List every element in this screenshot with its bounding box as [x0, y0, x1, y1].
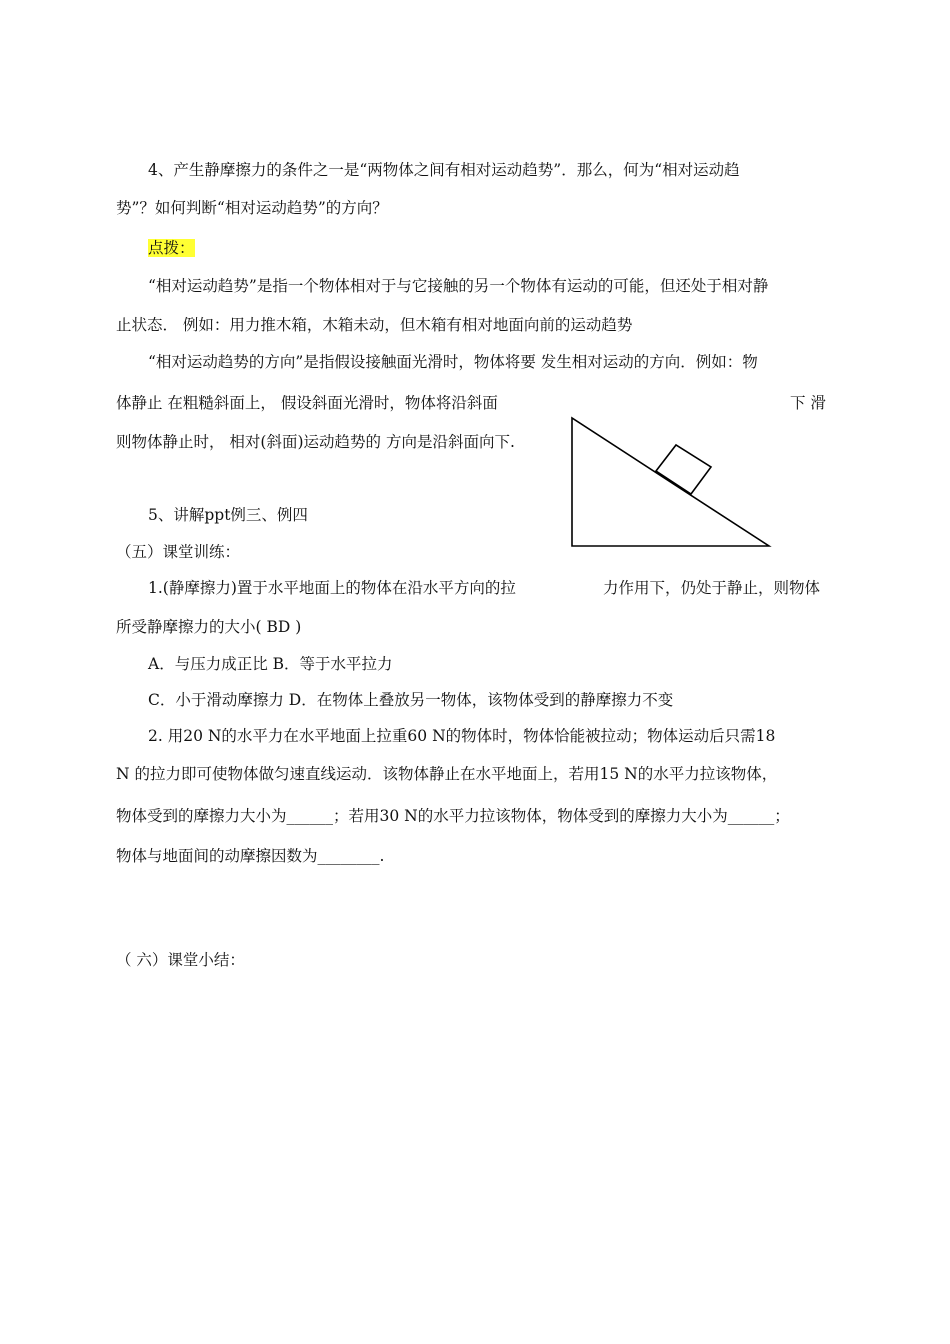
- hint-label: [148, 238, 195, 258]
- item-5: 5、讲解ppt例三、例四: [148, 506, 308, 524]
- ex2-line-1: 2. 用20 N的水平力在水平地面上拉重60 N的物体时，物体恰能被拉动；物体运动后只需18: [148, 727, 776, 745]
- hint-label-highlight: 点拨：: [148, 239, 195, 257]
- hint-p1-line-2: 止状态． 例如：用力推木箱，木箱未动，但木箱有相对地面向前的运动趋势: [116, 316, 633, 334]
- hint-p2-line-2-right: 下 滑: [790, 394, 826, 412]
- section-5-title: （五）课堂训练：: [116, 543, 241, 561]
- q4-line-2: 势”？如何判断“相对运动趋势”的方向？: [116, 199, 388, 217]
- ex2-line-2: N 的拉力即可使物体做匀速直线运动．该物体静止在水平地面上，若用15 N的水平力拉该物体，: [116, 765, 778, 783]
- incline-triangle: [572, 418, 769, 546]
- hint-p2-line-3: 则物体静止时， 相对(斜面)运动趋势的 方向是沿斜面向下.: [116, 433, 515, 451]
- hint-p2-line-2-left: 体静止 在粗糙斜面上， 假设斜面光滑时，物体将沿斜面: [116, 394, 498, 412]
- incline-diagram: [566, 410, 776, 552]
- ex2-line-3: 物体受到的摩擦力大小为______；若用30 N的水平力拉该物体，物体受到的摩擦力大小为______；: [116, 807, 790, 825]
- ex1-line-1-left: 1.(静摩擦力)置于水平地面上的物体在沿水平方向的拉: [148, 579, 516, 597]
- hint-p2-line-1: “相对运动趋势的方向”是指假设接触面光滑时，物体将要 发生相对运动的方向．例如：物: [148, 353, 758, 371]
- ex1-options-c-d: C．小于滑动摩擦力 D．在物体上叠放另一物体，该物体受到的静摩擦力不变: [148, 691, 674, 709]
- ex1-line-1-right: 力作用下，仍处于静止，则物体: [603, 579, 821, 597]
- ex2-line-4: 物体与地面间的动摩擦因数为________.: [116, 847, 385, 865]
- section-6-title: （ 六）课堂小结：: [116, 951, 245, 969]
- block-on-incline: [656, 445, 711, 494]
- ex1-options-a-b: A．与压力成正比 B．等于水平拉力: [148, 655, 393, 673]
- hint-p1-line-1: “相对运动趋势”是指一个物体相对于与它接触的另一个物体有运动的可能，但还处于相对静: [148, 277, 769, 295]
- ex1-line-2: 所受静摩擦力的大小( BD ): [116, 618, 302, 636]
- q4-line-1: 4、产生静摩擦力的条件之一是“两物体之间有相对运动趋势”．那么，何为“相对运动趋: [148, 161, 740, 179]
